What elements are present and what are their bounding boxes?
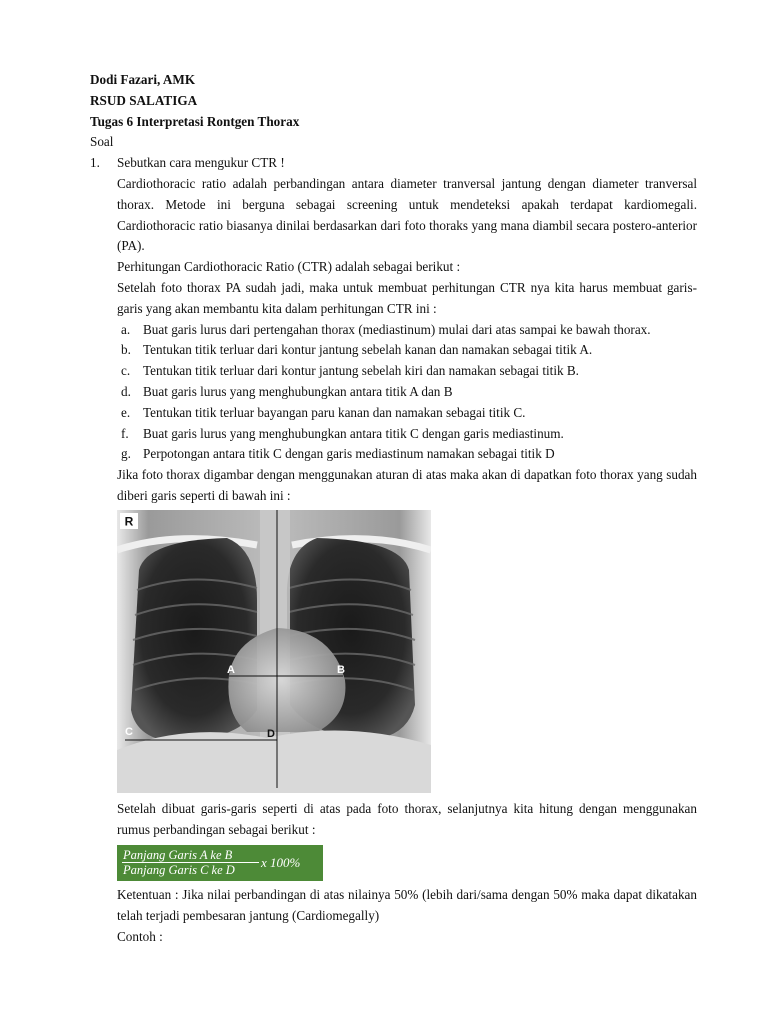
point-a-label: A — [227, 663, 235, 676]
list-item: d. Buat garis lurus yang menghubungkan antara titik A dan B — [121, 383, 453, 399]
steps-list — [117, 320, 697, 466]
point-b-label: B — [337, 663, 345, 676]
point-c-label: C — [125, 725, 133, 738]
answer-block — [117, 174, 697, 948]
list-item: f. Buat garis lurus yang menghubungkan antara titik C dengan garis mediastinum. — [121, 425, 564, 441]
paragraph-definition: Cardiothoracic ratio adalah perbandingan antara diameter tranversal jantung dengan diameter tranversal thorax. Metode ini berguna sebagai screening untuk mendeteksi apakah terdapat kardiomegali. Cardiothoracic ratio biasanya dinilai berdasarkan dari foto thoraks yang mana diambil secara postero-anterior (PA). — [117, 175, 697, 254]
example-label: Contoh : — [117, 928, 163, 944]
ctr-formula — [117, 845, 323, 881]
question-text: Sebutkan cara mengukur CTR ! — [117, 155, 285, 171]
soal-label: Soal — [90, 134, 114, 150]
formula-numerator: Panjang Garis A ke B — [123, 848, 233, 863]
document-title: Tugas 6 Interpretasi Rontgen Thorax — [90, 113, 300, 129]
paragraph-xray-intro: Jika foto thorax digambar dengan menggunakan aturan di atas maka akan di dapatkan foto thorax yang sudah diberi garis seperti di bawah ini : — [117, 467, 697, 503]
list-item: g. Perpotongan antara titik C dengan garis mediastinum namakan sebagai titik D — [121, 446, 555, 462]
point-d-label: D — [267, 727, 275, 740]
xray-side-marker: R — [124, 514, 134, 529]
chest-xray-image — [117, 510, 431, 793]
paragraph-criteria: Ketentuan : Jika nilai perbandingan di atas nilainya 50% (lebih dari/sama dengan 50% maka dapat dikatakan telah terjadi pembesaran jantung (Cardiomegally) — [117, 887, 697, 924]
paragraph-formula-intro: Setelah dibuat garis-garis seperti di atas pada foto thorax, selanjutnya kita hitung dengan menggunakan rumus perbandingan sebagai berikut : — [117, 800, 697, 837]
author-name: Dodi Fazari, AMK — [90, 72, 196, 87]
question-item — [90, 153, 697, 174]
list-item: e. Tentukan titik terluar bayangan paru kanan dan namakan sebagai titik C. — [121, 404, 526, 420]
list-item: b. Tentukan titik terluar dari kontur jantung sebelah kanan dan namakan sebagai titik A. — [121, 342, 593, 358]
institution-name: RSUD SALATIGA — [90, 92, 198, 108]
question-number: 1. — [90, 155, 100, 171]
formula-denominator: Panjang Garis C ke D — [123, 863, 235, 878]
list-item: a. Buat garis lurus dari pertengahan thorax (mediastinum) mulai dari atas sampai ke bawah thorax. — [121, 321, 651, 337]
chest-xray-svg — [117, 510, 431, 793]
paragraph-calculation-intro: Perhitungan Cardiothoracic Ratio (CTR) adalah sebagai berikut : — [117, 259, 461, 275]
document-content — [90, 70, 697, 948]
formula-multiplier: x 100% — [261, 855, 301, 871]
paragraph-lines-intro: Setelah foto thorax PA sudah jadi, maka untuk membuat perhitungan CTR nya kita harus membuat garis-garis yang akan membantu kita dalam perhitungan CTR ini : — [117, 279, 697, 316]
list-item: c. Tentukan titik terluar dari kontur jantung sebelah kiri dan namakan sebagai titik B. — [121, 363, 579, 379]
